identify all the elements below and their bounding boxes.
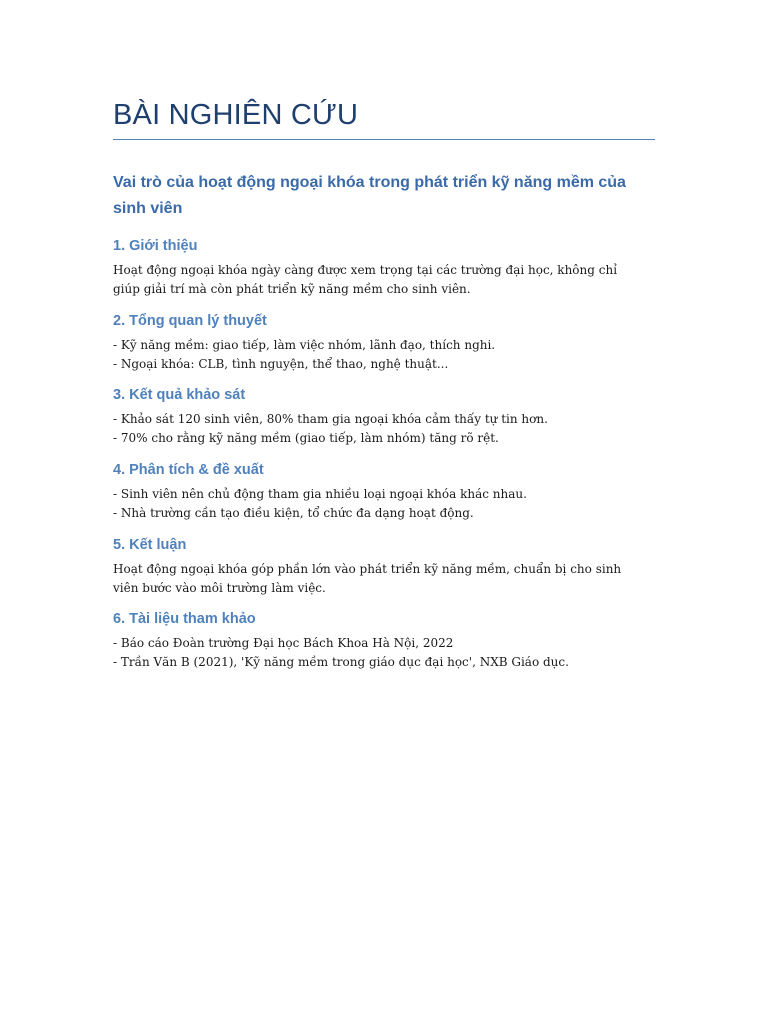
section-heading: 5. Kết luận: [113, 537, 187, 553]
section-heading: 1. Giới thiệu: [113, 238, 198, 254]
reference-line: - Trần Văn B (2021), 'Kỹ năng mềm trong giáo dục đại học', NXB Giáo dục.: [113, 655, 569, 669]
section-introduction: [113, 236, 658, 299]
section-heading: 3. Kết quả khảo sát: [113, 387, 246, 403]
bullet-line: - Ngoại khóa: CLB, tình nguyện, thể thao, nghệ thuật...: [113, 357, 449, 371]
bullet-line: - Khảo sát 120 sinh viên, 80% tham gia ngoại khóa cảm thấy tự tin hơn.: [113, 412, 548, 426]
section-paragraph: Hoạt động ngoại khóa góp phần lớn vào phát triển kỹ năng mềm, chuẩn bị cho sinh viên bước vào môi trường làm việc.: [113, 562, 622, 595]
document-title: BÀI NGHIÊN CỨU: [113, 99, 359, 131]
section-references: [113, 609, 658, 672]
bullet-line: - 70% cho rằng kỹ năng mềm (giao tiếp, làm nhóm) tăng rõ rệt.: [113, 431, 499, 445]
reference-line: - Báo cáo Đoàn trường Đại học Bách Khoa Hà Nội, 2022: [113, 636, 454, 650]
section-survey-results: [113, 385, 658, 448]
bullet-line: - Nhà trường cần tạo điều kiện, tổ chức đa dạng hoạt động.: [113, 506, 474, 520]
section-paragraph: Hoạt động ngoại khóa ngày càng được xem trọng tại các trường đại học, không chỉ giúp giải trí mà còn phát triển kỹ năng mềm cho sinh viên.: [113, 263, 618, 296]
section-heading: 4. Phân tích & đề xuất: [113, 462, 264, 478]
section-theory-overview: [113, 311, 658, 374]
section-analysis-proposals: [113, 460, 658, 523]
title-divider: [113, 139, 655, 140]
section-heading: 6. Tài liệu tham khảo: [113, 611, 256, 627]
bullet-line: - Sinh viên nên chủ động tham gia nhiều loại ngoại khóa khác nhau.: [113, 487, 527, 501]
section-conclusion: [113, 535, 658, 598]
document-subtitle: Vai trò của hoạt động ngoại khóa trong phát triển kỹ năng mềm của sinh viên: [113, 174, 626, 217]
section-heading: 2. Tổng quan lý thuyết: [113, 313, 267, 329]
bullet-line: - Kỹ năng mềm: giao tiếp, làm việc nhóm, lãnh đạo, thích nghi.: [113, 338, 496, 352]
